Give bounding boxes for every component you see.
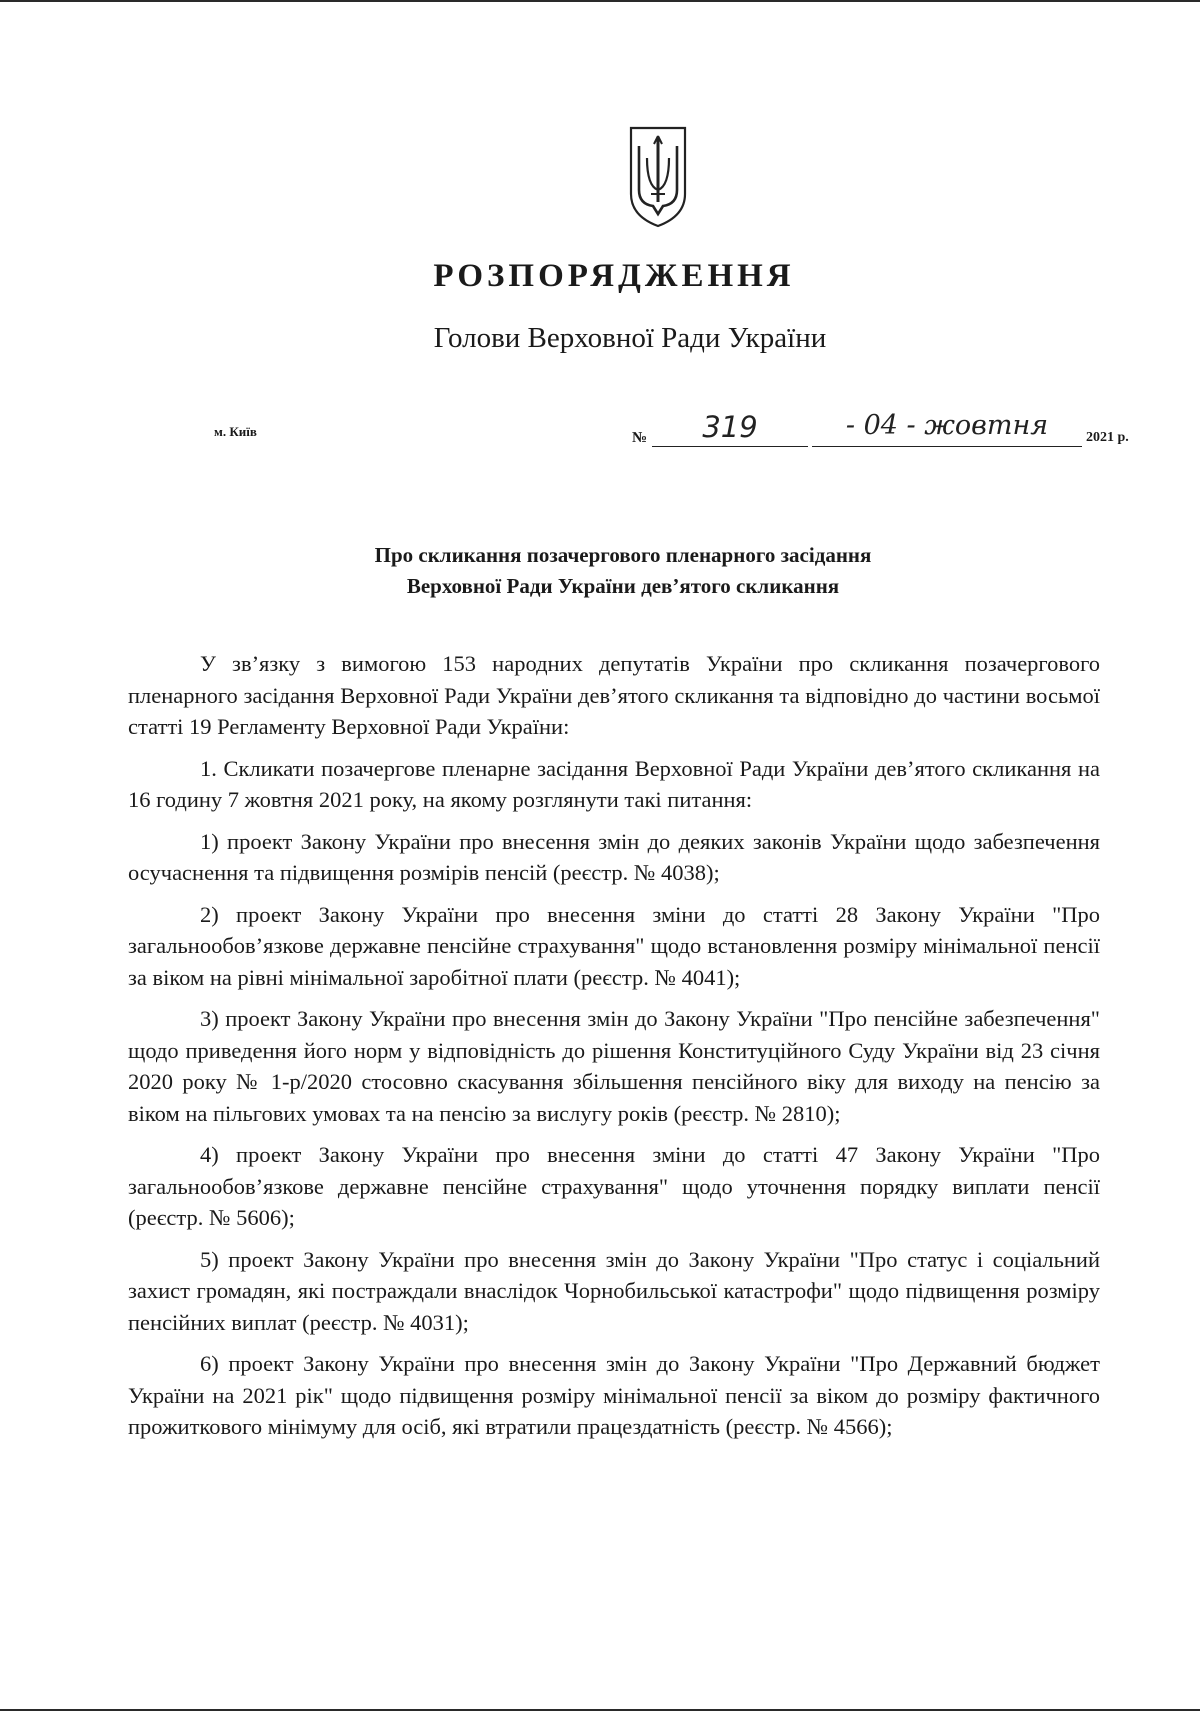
document-number: 319 <box>652 410 808 447</box>
agenda-item-1: 1) проект Закону України про внесення змін до деяких законів України щодо забезпечення осучаснення та підвищення розмірів пенсій (реєстр. № 4038); <box>128 828 1100 885</box>
issuer-subheading: Голови Верховної Ради України <box>433 322 827 354</box>
number-sign: № <box>632 430 648 446</box>
clause-1-paragraph: 1. Скликати позачергове пленарне засідання Верховної Ради України дев’ятого скликання на 16 годину 7 жовтня 2021 року, на якому розглянути такі питання: <box>128 755 1100 812</box>
document-date: - 04 - жовтня <box>812 410 1082 447</box>
subject-line-2: Верховної Ради України дев’ятого скликання <box>406 574 840 598</box>
registration-line <box>632 410 1152 450</box>
agenda-item-3: 3) проект Закону України про внесення змін до Закону України "Про пенсійне забезпечення" щодо приведення його норм у відповідність до рішення Конституційного Суду України від 23 січня 2020 року № 1-р/2020 стосовно скасування збільшення пенсійного віку для виходу на пенсію за віком на пільгових умовах та на пенсію за вислугу років (реєстр. № 2810); <box>128 1006 1100 1126</box>
agenda-item-2: 2) проект Закону України про внесення зміни до статті 28 Закону України "Про загальнообов’язкове державне пенсійне страхування" щодо встановлення розміру мінімальної пенсії за віком на рівні мінімальної заробітної плати (реєстр. № 4041); <box>128 901 1100 990</box>
subject-title <box>46 540 1200 602</box>
document-year: 2021 р. <box>1086 430 1129 445</box>
agenda-item-4: 4) проект Закону України про внесення зміни до статті 47 Закону України "Про загальнообов’язкове державне пенсійне страхування" щодо уточнення порядку виплати пенсії (реєстр. № 5606); <box>128 1142 1100 1230</box>
preamble-paragraph: У зв’язку з вимогою 153 народних депутатів України про скликання позачергового пленарного засідання Верховної Ради України дев’ятого скликання та відповідно до частини восьмої статті 19 Регламенту Верховної Ради України: <box>128 651 1100 739</box>
agenda-item-5: 5) проект Закону України про внесення змін до Закону України "Про статус і соціальний захист громадян, які постраждали внаслідок Чорнобильської катастрофи" щодо підвищення розміру пенсійних виплат (реєстр. № 4031); <box>128 1246 1100 1335</box>
trident-emblem-icon <box>627 124 689 230</box>
document-body <box>128 648 1100 1443</box>
agenda-item-6: 6) проект Закону України про внесення змін до Закону України "Про Державний бюджет України на 2021 рік" щодо підвищення розміру мінімальної пенсії за віком до розміру фактичного прожиткового мінімуму для осіб, які втратили працездатність (реєстр. № 4566); <box>128 1351 1100 1439</box>
place-of-issue: м. Київ <box>214 424 257 439</box>
scan-top-border <box>0 0 1200 2</box>
document-type-heading: РОЗПОРЯДЖЕННЯ <box>433 258 795 294</box>
subject-line-1: Про скликання позачергового пленарного засідання <box>374 543 872 567</box>
